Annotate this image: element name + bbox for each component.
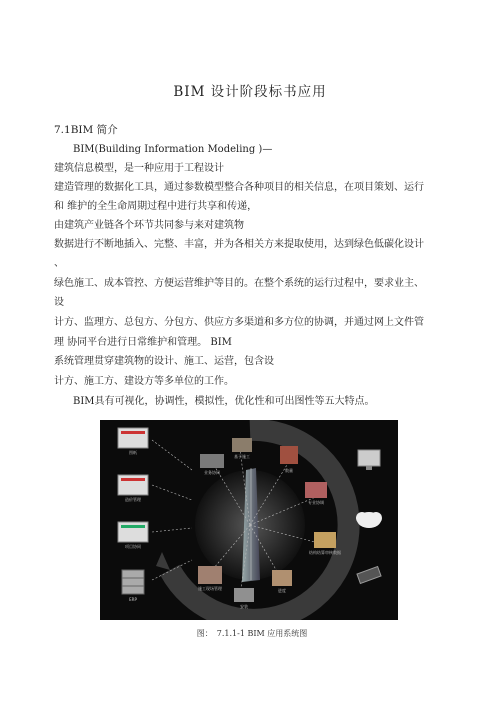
paragraph-line: 计方、监理方、总包方、分包方、供应方多渠道和多方位的协调，并通过网上文件管	[54, 317, 424, 328]
figure-ring-label: 专业协调	[308, 500, 324, 505]
paragraph-line: 计方、施工方、建设方等多单位的工作。	[54, 376, 234, 387]
section-heading: 7.1BIM 简介	[54, 124, 118, 136]
paragraph-line: 系统管理贯穿建筑物的设计、施工、运营，包含设	[54, 356, 274, 367]
bim-system-figure	[100, 420, 398, 620]
figure-left-label: ERP	[129, 597, 137, 602]
figure-ring-label: 安装	[240, 604, 248, 609]
figure-ring-label: 基于施工	[234, 454, 250, 459]
paragraph-line: 、	[54, 258, 64, 269]
document-title: BIM 设计阶段标书应用	[173, 84, 327, 100]
paragraph-line: 理 协同平台进行日常维护和管理。 BIM	[54, 337, 232, 348]
figure-left-label: 造价管理	[125, 497, 141, 502]
paragraph-line: 设	[54, 297, 64, 308]
paragraph-line: BIM具有可视化，协调性，模拟性，优化性和可出图性等五大特点。	[73, 396, 375, 407]
figure-left-label: 项目协同	[125, 544, 141, 549]
paragraph-line: 由建筑产业链各个环节共同参与来对建筑物	[54, 220, 244, 231]
figure-ring-label: 业务协同	[204, 470, 220, 475]
caption-label: 图：	[196, 629, 213, 638]
paragraph-line: 绿色施工、成本管控、方便运营维护等目的。在整个系统的运行过程中，要求业主、	[54, 278, 424, 289]
figure-caption	[0, 628, 500, 639]
paragraph-line: 建造管理的数据化工具，通过参数模型整合各种项目的相关信息，在项目策划、运行	[54, 182, 424, 193]
figure-ring-label: 结构结算审核数据	[309, 550, 341, 555]
figure-ring-label: 施工现场管理	[198, 586, 222, 591]
bim-diagram	[100, 420, 398, 620]
paragraph-line: 和 维护的全生命周期过程中进行共享和传递，	[54, 201, 258, 212]
paragraph-line: 数据进行不断地插入、完整、丰富，并为各相关方来提取使用，达到绿色低碳化设计	[54, 239, 424, 250]
figure-ring-label: 进度	[278, 588, 286, 593]
paragraph-line: 建筑信息模型，是一种应用于工程设计	[54, 163, 224, 174]
figure-ring-label: 数量	[285, 468, 293, 473]
caption-text: 7.1.1-1 BIM 应用系统图	[216, 629, 308, 638]
paragraph-line: BIM(Building Information Modeling )—	[73, 144, 273, 155]
figure-left-label: 图纸	[129, 450, 137, 455]
